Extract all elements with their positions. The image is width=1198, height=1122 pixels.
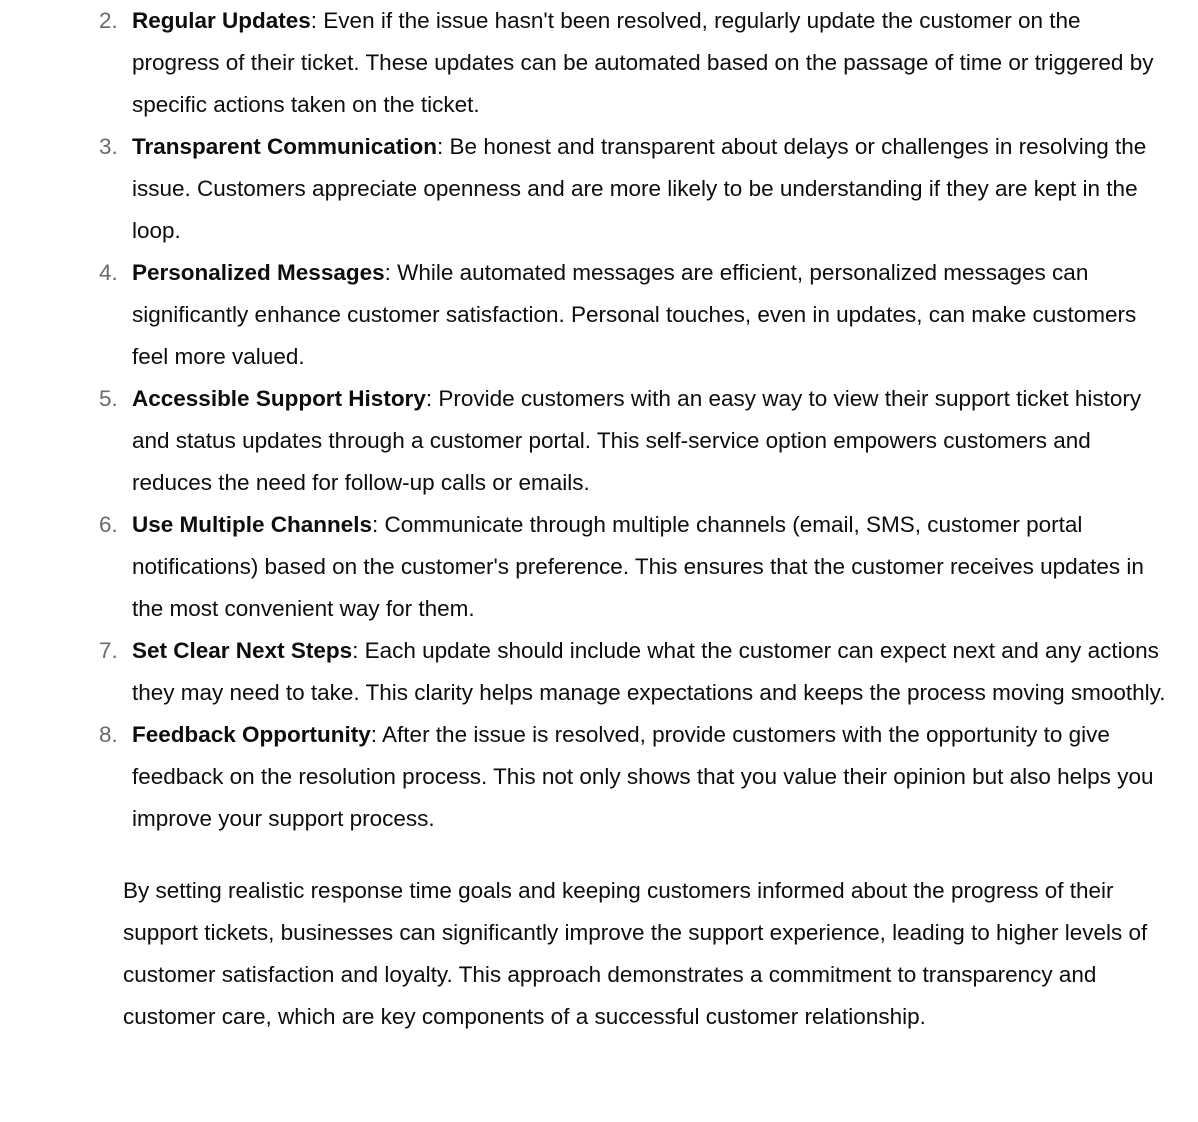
list-item-title: Set Clear Next Steps xyxy=(132,638,353,663)
list-item-title: Feedback Opportunity xyxy=(132,722,371,747)
list-item xyxy=(0,126,1198,252)
list-item xyxy=(0,0,1198,126)
list-item-text: : Provide customers with an easy way to view their support ticket history and status updates through a customer portal. This self-service option empowers customers and reduces the need for follow-up calls or emails. xyxy=(132,386,1142,495)
list-item-number: 3. xyxy=(99,134,118,159)
summary-paragraph: By setting realistic response time goals and keeping customers informed about the progress of their support tickets, businesses can significantly improve the support experience, leading to higher levels of customer satisfaction and loyalty. This approach demonstrates a commitment to transparency and customer care, which are key components of a successful customer relationship. xyxy=(123,878,1148,1029)
list-item-text: : While automated messages are efficient, personalized messages can significantly enhance customer satisfaction. Personal touches, even in updates, can make customers feel more valued. xyxy=(132,260,1137,369)
list-item-title: Personalized Messages xyxy=(132,260,385,285)
list-item-text: : Each update should include what the customer can expect next and any actions they may need to take. This clarity helps manage expectations and keeps the process moving smoothly. xyxy=(132,638,1166,705)
list-item-number: 5. xyxy=(99,386,118,411)
list-item-title: Regular Updates xyxy=(132,8,311,33)
list-item-number: 6. xyxy=(99,512,118,537)
list-item-title: Use Multiple Channels xyxy=(132,512,373,537)
list-item-title: Transparent Communication xyxy=(132,134,438,159)
list-item-text: : Be honest and transparent about delays or challenges in resolving the issue. Customers appreciate openness and are more likely to be understanding if they are kept in the loop. xyxy=(132,134,1147,243)
list-item-text: : Communicate through multiple channels (email, SMS, customer portal notifications) based on the customer's preference. This ensures that the customer receives updates in the most convenient way for them. xyxy=(132,512,1144,621)
list-item-number: 7. xyxy=(99,638,118,663)
list-item-number: 8. xyxy=(99,722,118,747)
list-item-title: Accessible Support History xyxy=(132,386,426,411)
list-item xyxy=(0,378,1198,504)
list-item xyxy=(0,504,1198,630)
list-item-number: 4. xyxy=(99,260,118,285)
list-item xyxy=(0,714,1198,840)
list-item-text: : Even if the issue hasn't been resolved, regularly update the customer on the progress of their ticket. These updates can be automated based on the passage of time or triggered by specific actions taken on the ticket. xyxy=(132,8,1154,117)
list-item xyxy=(0,252,1198,378)
list-item-text: : After the issue is resolved, provide customers with the opportunity to give feedback on the resolution process. This not only shows that you value their opinion but also helps you improve your support process. xyxy=(132,722,1154,831)
list-item-number: 2. xyxy=(99,8,118,33)
list-item xyxy=(0,630,1198,714)
